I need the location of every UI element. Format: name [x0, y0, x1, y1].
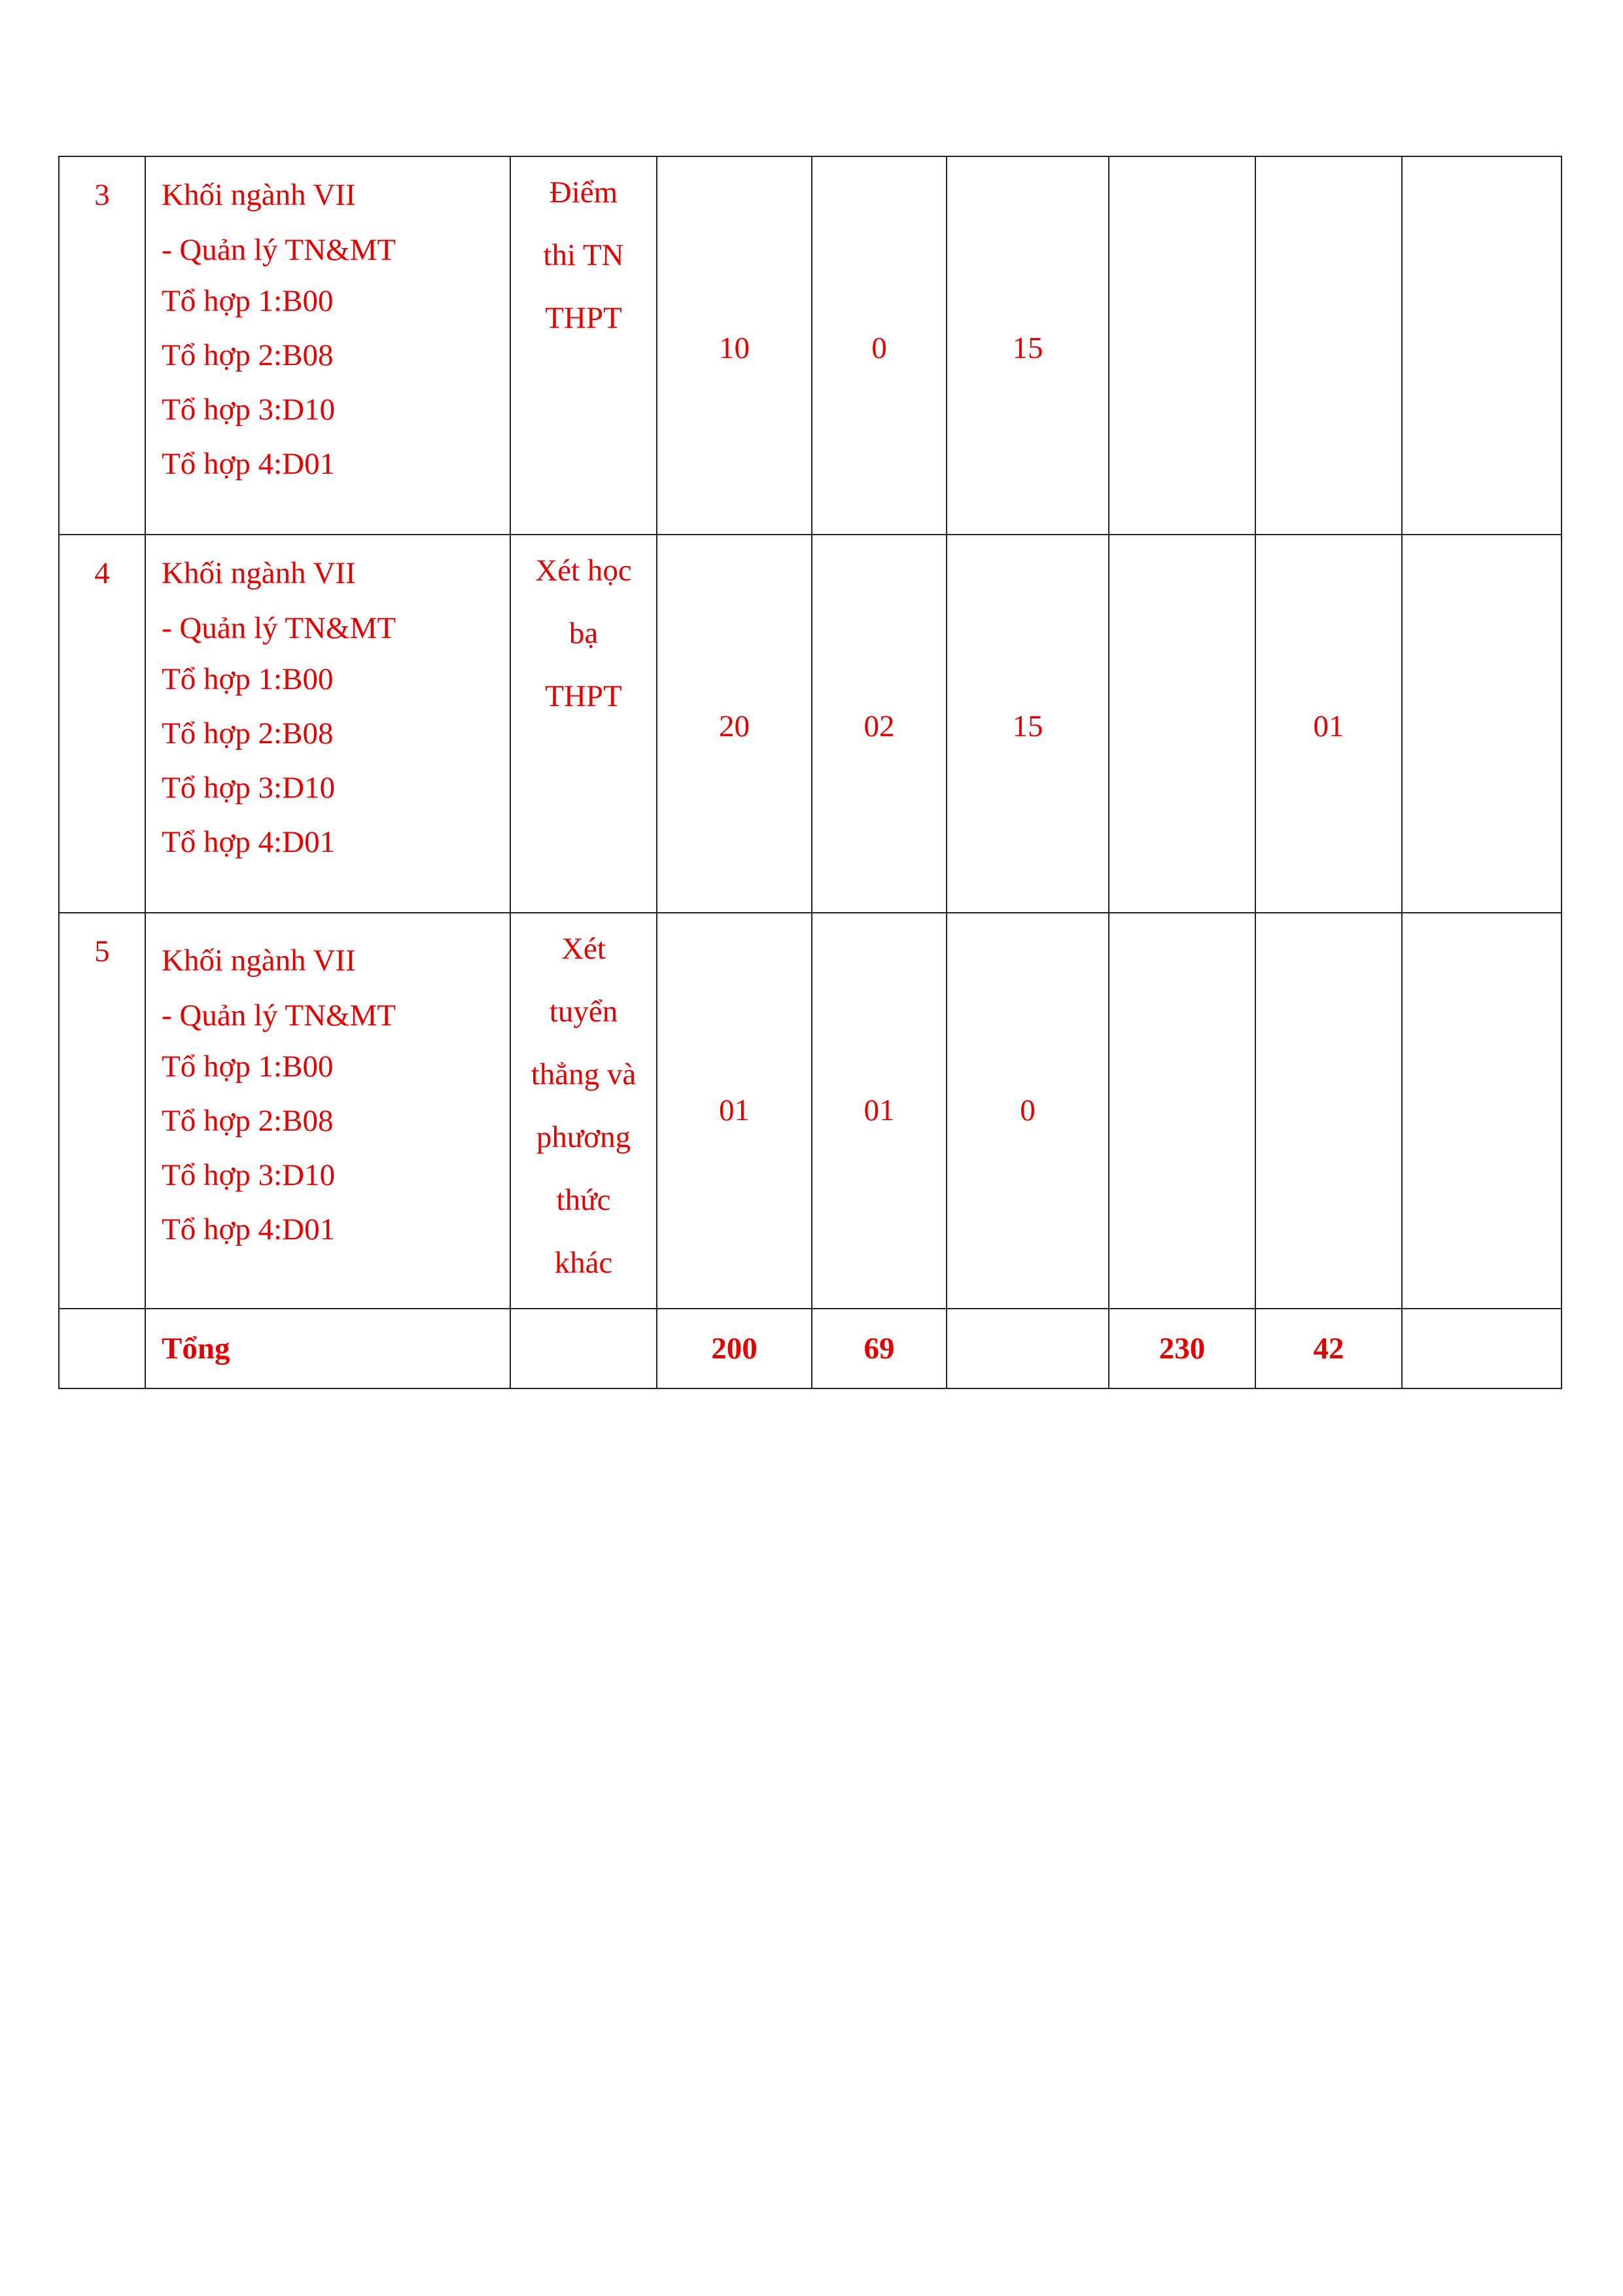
method-line: Điểm	[549, 175, 618, 209]
total-value: 69	[812, 1309, 947, 1388]
value-cell: 02	[812, 535, 947, 913]
method-line: tuyển	[549, 995, 618, 1029]
table-row	[59, 535, 1562, 913]
value-cell	[1402, 913, 1562, 1309]
combo-line: Tổ hợp 4:D01	[162, 824, 336, 859]
total-value: 42	[1255, 1309, 1402, 1388]
total-label: Tổng	[145, 1309, 510, 1388]
total-value: 200	[657, 1309, 812, 1388]
value-cell	[1402, 535, 1562, 913]
combo-line: Tổ hợp 3:D10	[162, 1157, 336, 1192]
method-line: bạ	[568, 616, 599, 650]
combo-line: Tổ hợp 1:B00	[162, 283, 334, 318]
combo-line: Tổ hợp 4:D01	[162, 446, 336, 481]
method-line: khác	[554, 1246, 613, 1280]
combo-line: Tổ hợp 1:B00	[162, 1049, 334, 1084]
table-row	[59, 156, 1562, 535]
major-name: - Quản lý TN&MT	[162, 998, 396, 1033]
total-method-cell	[510, 1309, 657, 1388]
value-cell: 0	[947, 913, 1109, 1309]
combo-line: Tổ hợp 3:D10	[162, 770, 336, 805]
value-cell	[1109, 913, 1255, 1309]
method-line: thi TN	[543, 238, 624, 272]
total-blank-cell	[59, 1309, 145, 1388]
method-line: THPT	[545, 301, 622, 335]
method-line: thức	[556, 1183, 611, 1217]
combo-line: Tổ hợp 3:D10	[162, 392, 336, 427]
method-cell	[510, 535, 657, 913]
combo-line: Tổ hợp 4:D01	[162, 1212, 336, 1246]
method-line: phương	[536, 1120, 631, 1154]
major-title: Khối ngành VII	[162, 944, 356, 978]
value-cell: 01	[1255, 535, 1402, 913]
method-line: THPT	[545, 679, 622, 713]
value-cell: 15	[947, 535, 1109, 913]
value-cell	[1109, 535, 1255, 913]
combo-line: Tổ hợp 2:B08	[162, 338, 334, 372]
method-line: thẳng và	[531, 1057, 637, 1091]
major-title: Khối ngành VII	[162, 178, 356, 212]
value-cell: 01	[657, 913, 812, 1309]
combo-line: Tổ hợp 1:B00	[162, 662, 334, 696]
major-name: - Quản lý TN&MT	[162, 233, 396, 268]
value-cell: 10	[657, 156, 812, 535]
admission-table	[58, 156, 1562, 1389]
value-cell: 01	[812, 913, 947, 1309]
row-number: 5	[59, 913, 145, 1309]
method-cell	[510, 913, 657, 1309]
major-cell	[145, 913, 510, 1309]
value-cell	[1255, 913, 1402, 1309]
total-value	[947, 1309, 1109, 1388]
value-cell	[1255, 156, 1402, 535]
combo-line: Tổ hợp 2:B08	[162, 716, 334, 751]
major-title: Khối ngành VII	[162, 556, 356, 590]
major-cell	[145, 535, 510, 913]
method-line: Xét học	[535, 554, 632, 588]
value-cell: 20	[657, 535, 812, 913]
major-cell	[145, 156, 510, 535]
value-cell: 0	[812, 156, 947, 535]
value-cell	[1402, 156, 1562, 535]
value-cell: 15	[947, 156, 1109, 535]
value-cell	[1109, 156, 1255, 535]
combo-line: Tổ hợp 2:B08	[162, 1103, 334, 1138]
row-number: 4	[59, 535, 145, 913]
total-value	[1402, 1309, 1562, 1388]
total-value: 230	[1109, 1309, 1255, 1388]
method-line: Xét	[561, 932, 606, 966]
table-row	[59, 913, 1562, 1309]
method-cell	[510, 156, 657, 535]
total-row	[59, 1309, 1562, 1388]
major-name: - Quản lý TN&MT	[162, 611, 396, 646]
row-number: 3	[59, 156, 145, 535]
